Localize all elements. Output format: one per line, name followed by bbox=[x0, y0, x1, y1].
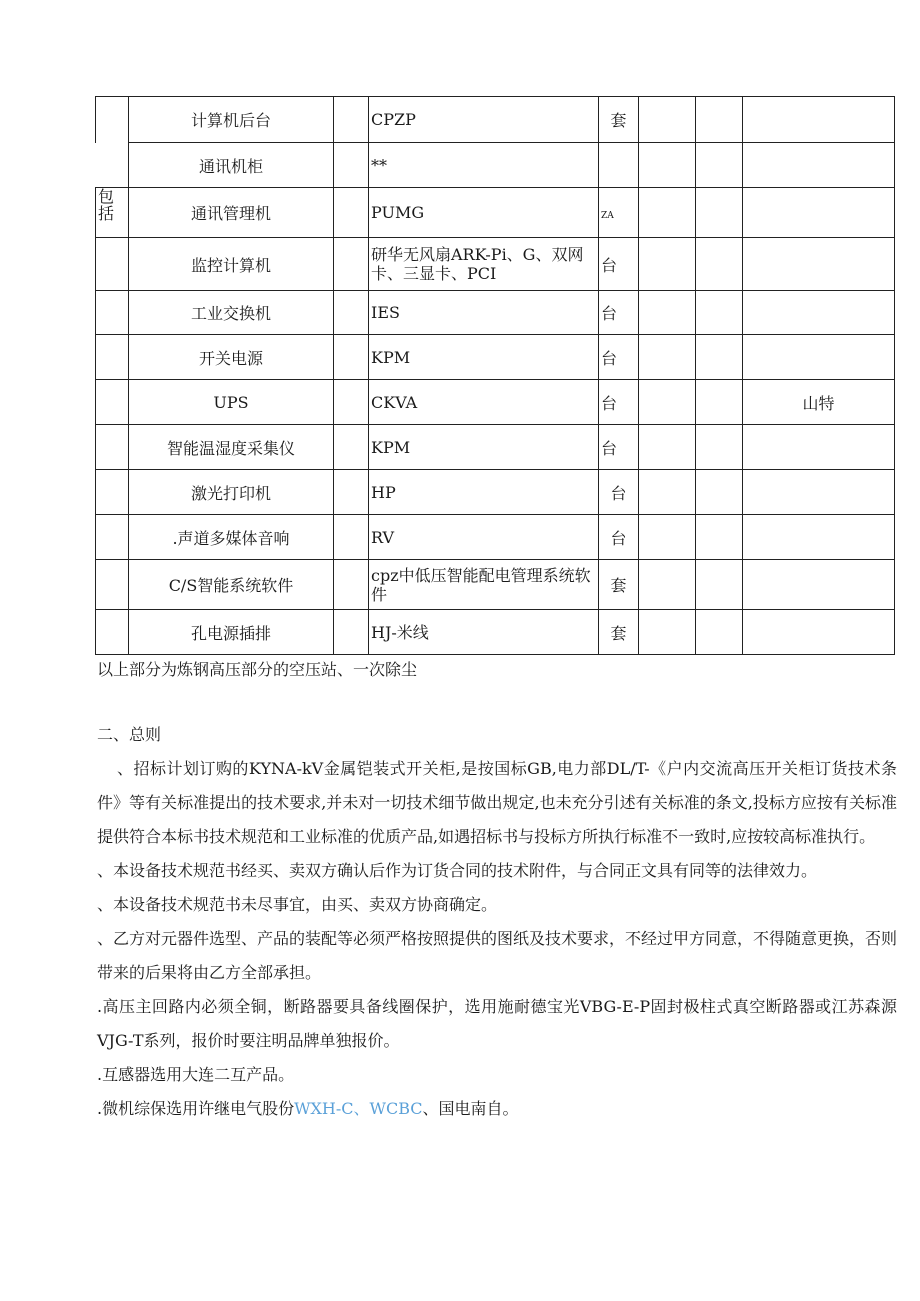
group-cell bbox=[96, 97, 129, 143]
item-model: HJ-米线 bbox=[369, 610, 599, 655]
item-name: 工业交换机 bbox=[129, 291, 334, 335]
table-row bbox=[96, 470, 895, 515]
paragraph: .高压主回路内必须全铜，断路器要具备线圈保护，选用施耐德宝光VBG-E-P固封极柱式真空断路器或江苏森源VJG-T系列，报价时要注明品牌单独报价。 bbox=[97, 997, 897, 1050]
item-name: 开关电源 bbox=[129, 335, 334, 380]
group-cell bbox=[96, 425, 129, 470]
item-model: KPM bbox=[369, 335, 599, 380]
item-name: 计算机后台 bbox=[129, 97, 334, 143]
item-remark: 山特 bbox=[743, 380, 895, 425]
item-model: ** bbox=[369, 143, 599, 188]
model-link[interactable]: WXH-C、WCBC bbox=[294, 1099, 423, 1118]
group-cell bbox=[96, 515, 129, 560]
item-name: C/S智能系统软件 bbox=[129, 560, 334, 610]
item-unit: 套 bbox=[599, 97, 639, 143]
table-note: 以上部分为炼钢高压部分的空压站、一次除尘 bbox=[97, 660, 418, 679]
table-row bbox=[96, 291, 895, 335]
item-name: 监控计算机 bbox=[129, 238, 334, 291]
item-model: 研华无风扇ARK-Pi、G、双网卡、三显卡、PCI bbox=[369, 238, 599, 291]
item-unit: ZA bbox=[601, 211, 614, 221]
paragraph: 、乙方对元器件选型、产品的装配等必须严格按照提供的图纸及技术要求，不经过甲方同意，不得随意更换，否则带来的后果将由乙方全部承担。 bbox=[97, 929, 898, 982]
item-unit: 台 bbox=[599, 380, 639, 425]
item-name: 孔电源插排 bbox=[129, 610, 334, 655]
table-row bbox=[96, 380, 895, 425]
group-cell bbox=[96, 238, 129, 291]
group-cell bbox=[96, 335, 129, 380]
table-row bbox=[96, 560, 895, 610]
item-name: UPS bbox=[129, 380, 334, 425]
table-row bbox=[96, 335, 895, 380]
item-unit: 台 bbox=[599, 291, 639, 335]
item-name: .声道多媒体音响 bbox=[129, 515, 334, 560]
item-unit: 台 bbox=[599, 515, 639, 560]
paragraph: 、本设备技术规范书经买、卖双方确认后作为订货合同的技术附件，与合同正文具有同等的法律效力。 bbox=[97, 861, 818, 880]
paragraph: .互感器选用大连二互产品。 bbox=[97, 1065, 295, 1084]
item-unit bbox=[599, 143, 639, 188]
group-cell bbox=[96, 143, 129, 188]
item-model: CKVA bbox=[369, 380, 599, 425]
item-model: IES bbox=[369, 291, 599, 335]
item-unit: 台 bbox=[599, 470, 639, 515]
table-row bbox=[96, 97, 895, 143]
paragraph-text: 、国电南自。 bbox=[422, 1099, 519, 1118]
group-cell bbox=[96, 610, 129, 655]
table-row bbox=[96, 143, 895, 188]
item-unit: 套 bbox=[599, 560, 639, 610]
group-cell bbox=[96, 291, 129, 335]
equipment-table bbox=[95, 96, 895, 655]
group-cell bbox=[96, 188, 129, 238]
item-unit: 台 bbox=[599, 335, 639, 380]
paragraph: 、招标计划订购的KYNA-kV金属铠装式开关柜,是按国标GB,电力部DL/T-《户内交流高压开关柜订货技术条件》等有关标准提出的技术要求,并未对一切技术细节做出规定,也未充分引述有关标准的条文,投标方应按有关标准提供符合本标书技术规范和工业标准的优质产品,如遇招标书与投标方所执行标准不一致时,应按较高标准执行。 bbox=[97, 759, 897, 846]
item-model: CPZP bbox=[369, 97, 599, 143]
item-model: RV bbox=[369, 515, 599, 560]
table-row bbox=[96, 238, 895, 291]
table-row bbox=[96, 188, 895, 238]
general-provisions bbox=[97, 752, 897, 1126]
group-label: 包括 bbox=[98, 187, 115, 223]
paragraph-text: .微机综保选用许继电气股份 bbox=[97, 1099, 295, 1118]
item-model: cpz中低压智能配电管理系统软件 bbox=[369, 560, 599, 610]
group-cell bbox=[96, 380, 129, 425]
table-row bbox=[96, 610, 895, 655]
item-unit: 套 bbox=[599, 610, 639, 655]
paragraph bbox=[97, 1092, 897, 1126]
item-model: PUMG bbox=[369, 188, 599, 238]
item-model: HP bbox=[369, 470, 599, 515]
item-name: 通讯管理机 bbox=[129, 188, 334, 238]
item-model: KPM bbox=[369, 425, 599, 470]
group-cell bbox=[96, 560, 129, 610]
table-row bbox=[96, 515, 895, 560]
item-unit: 台 bbox=[599, 425, 639, 470]
item-name: 激光打印机 bbox=[129, 470, 334, 515]
paragraph: 、本设备技术规范书未尽事宜，由买、卖双方协商确定。 bbox=[97, 895, 498, 914]
section-title: 二、总则 bbox=[97, 725, 162, 744]
table-row bbox=[96, 425, 895, 470]
item-name: 通讯机柜 bbox=[129, 143, 334, 188]
item-unit: 台 bbox=[599, 238, 639, 291]
item-name: 智能温湿度采集仪 bbox=[129, 425, 334, 470]
group-cell bbox=[96, 470, 129, 515]
